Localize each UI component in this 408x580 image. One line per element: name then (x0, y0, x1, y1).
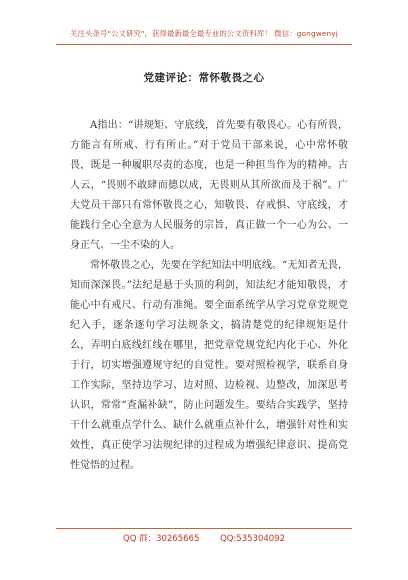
document-body (70, 116, 348, 476)
footer-contact (0, 532, 408, 544)
header-promo-note: 关注头条号"公文研究"，获得最新最全最专业的公文资料库！ 微信：gongwenyj (70, 29, 338, 38)
footer-divider (56, 528, 352, 529)
document-title: 党建评论：常怀敬畏之心 (143, 72, 265, 84)
paragraph-1: A指出：“讲规矩、守底线，首先要有敬畏心。心有所畏，方能言有所戒、行有所止。”对于党员干部来说，心中常怀敬畏，既是一种履职尽责的态度，也是一种担当作为的精神。古人云，“畏则不敢肆而德以成，无畏则从其所欲而及于祸”。广大党员干部只有常怀敬畏之心，知敬畏、存戒惧、守底线，才能践行全心全意为人民服务的宗旨，真正做一个一心为公、一身正气、一尘不染的人。 (70, 120, 348, 251)
footer-qq-group: QQ 群：30265665 (123, 534, 200, 544)
header-divider (56, 44, 352, 45)
footer-qq-number: QQ:535304092 (220, 534, 285, 544)
paragraph-2: 常怀敬畏之心，先要在学纪知法中明底线。“无知者无畏，知而深深畏。”法纪是悬于头顶的利剑，知法纪才能知敬畏，才能心中有戒尺、行动有准绳。要全面系统学从学习党章党规党纪入手，逐条逐句学习法规条文，搞清楚党的纪律规矩是什么，弄明白底线红线在哪里，把党章党规党纪内化于心、外化于行，切实增强遵规守纪的自觉性。要对照检视学，联系自身工作实际，坚持边学习、边对照、边检视、边整改，加深思考认识，常常“查漏补缺”，防止问题发生。要结合实践学，坚持干什么就重点学什么、缺什么就重点补什么，增强针对性和实效性，真正使学习法规纪律的过程成为增强纪律意识、提高党性觉悟的过程。 (70, 260, 348, 471)
